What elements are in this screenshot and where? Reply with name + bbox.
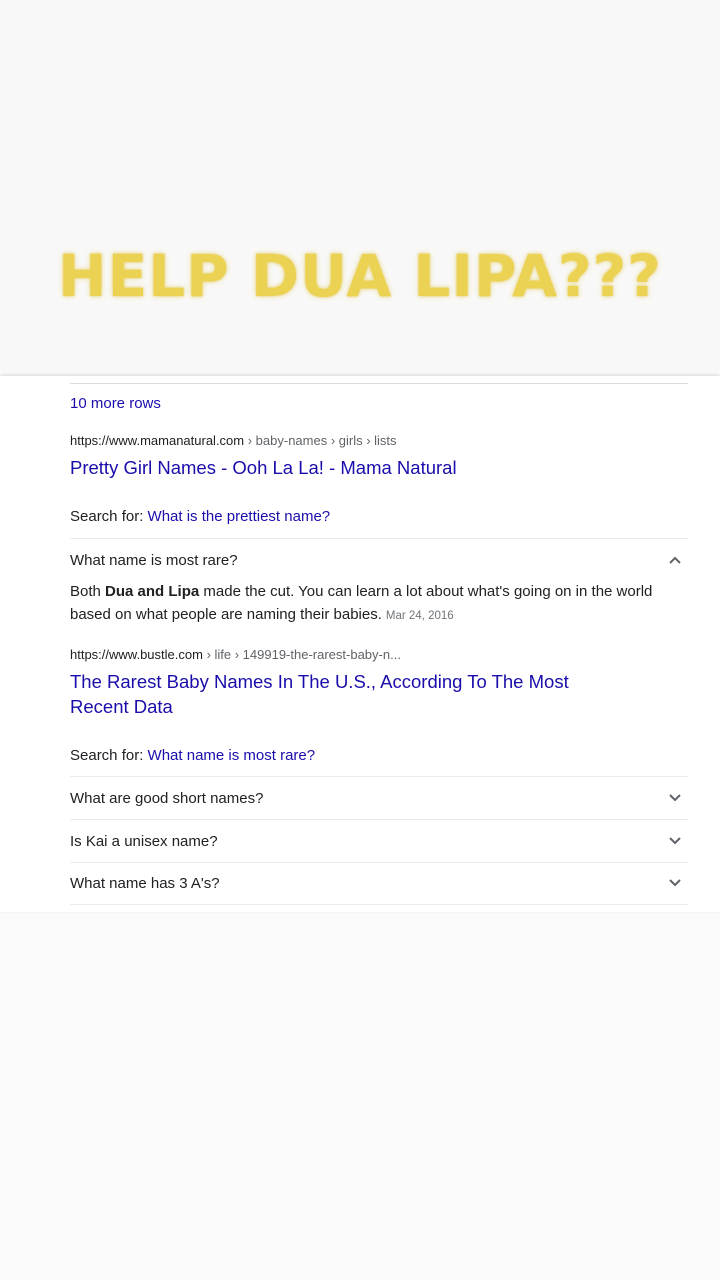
faq-item-expanded[interactable] [70,539,688,581]
result-url-mamanatural[interactable] [70,433,397,448]
title-line: The Rarest Baby Names In The U.S., According To The Most [70,671,569,692]
answer-highlight: Dua and Lipa [105,583,200,600]
faq-question: What are good short names? [70,789,264,807]
result-breadcrumbs: › baby-names › girls › lists [244,433,397,448]
faq-question: What name has 3 A's? [70,874,220,892]
result-domain: https://www.bustle.com [70,647,203,662]
search-for-query-link[interactable]: What is the prettiest name? [147,508,331,525]
chevron-down-icon[interactable] [668,876,682,890]
chevron-down-icon[interactable] [668,834,682,848]
result-domain: https://www.mamanatural.com [70,433,245,448]
result-title-link[interactable] [70,669,610,719]
faq-question: What name is most rare? [70,551,238,569]
chevron-up-icon[interactable] [668,553,682,567]
faq-item[interactable] [70,820,688,862]
answer-date: Mar 24, 2016 [385,610,454,622]
faq-divider [70,904,688,905]
chevron-down-icon[interactable] [668,791,682,805]
faq-item[interactable] [70,862,688,904]
search-for-query-link[interactable]: What name is most rare? [147,747,316,764]
search-results-panel [0,376,720,912]
table-bottom-divider [70,383,688,384]
faq-item[interactable] [70,777,688,819]
search-for-row [70,747,315,764]
answer-text: made the cut. You can learn a lot about what's going on in the world based on what people are naming their babies. [70,583,653,623]
result-title-link[interactable]: Pretty Girl Names - Ooh La La! - Mama Natural [70,457,457,478]
title-line: Recent Data [70,696,173,717]
search-for-label: Search for: [70,747,148,764]
result-url-bustle[interactable] [70,647,401,662]
more-rows-link[interactable]: 10 more rows [70,395,161,412]
answer-text: Both [70,583,106,600]
faq-question: Is Kai a unisex name? [70,832,218,850]
result-breadcrumbs: › life › 149919-the-rarest-baby-n... [202,647,401,662]
search-for-label: Search for: [70,508,148,525]
video-top-area [0,0,720,376]
faq-answer [70,580,670,628]
search-for-row [70,508,330,525]
overlay-caption: HELP DUA LIPA??? [58,242,662,310]
